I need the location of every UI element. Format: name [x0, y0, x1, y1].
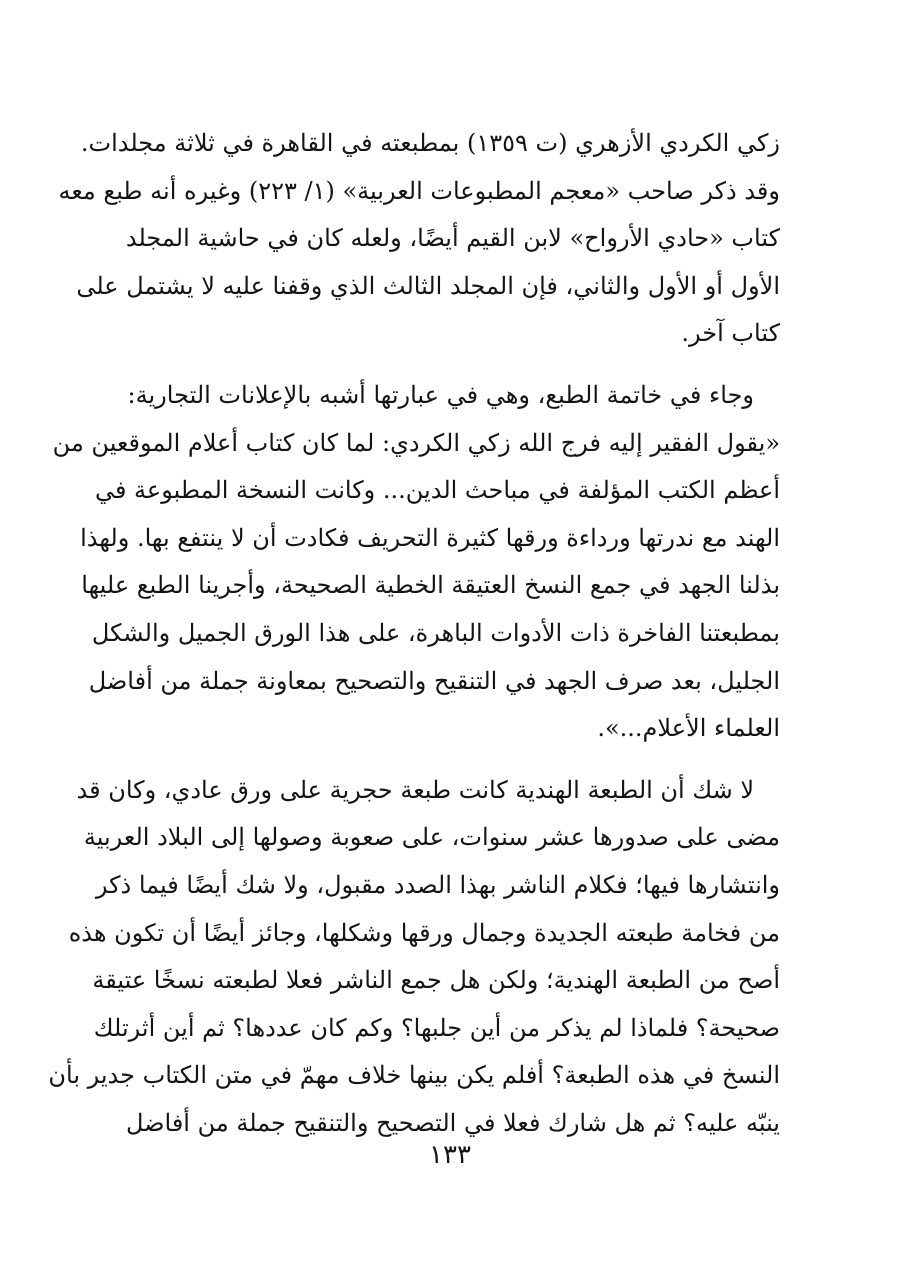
text-line: النسخ في هذه الطبعة؟ أفلم يكن بينها خلاف مهمّ في متن الكتاب جدير بأن	[48, 1061, 780, 1090]
text-line: وجاء في خاتمة الطبع، وهي في عبارتها أشبه بالإعلانات التجارية:	[127, 380, 754, 409]
text-line: كتاب آخر.	[681, 319, 780, 348]
text-line: وقد ذكر صاحب «معجم المطبوعات العربية» (١/ ٢٢٣) وغيره أنه طبع معه	[58, 176, 780, 205]
paragraph-1	[58, 120, 780, 358]
text-line: «يقول الفقير إليه فرج الله زكي الكردي: لما كان كتاب أعلام الموقعين من	[52, 428, 780, 457]
text-line: الهند مع ندرتها ورداءة ورقها كثيرة التحريف فكادت أن لا ينتفع بها. ولهذا	[80, 523, 780, 552]
page-number: ١٣٣	[429, 1140, 471, 1170]
text-line: وانتشارها فيها؛ فكلام الناشر بهذا الصدد مقبول، ولا شك أيضًا فيما ذكر	[95, 870, 780, 899]
paragraph-2	[52, 372, 780, 753]
text-line: مضى على صدورها عشر سنوات، على صعوبة وصولها إلى البلاد العربية	[83, 823, 780, 852]
text-line: ينبّه عليه؟ ثم هل شارك فعلا في التصحيح والتنقيح جملة من أفاضل	[125, 1108, 780, 1137]
text-line: زكي الكردي الأزهري (ت ١٣٥٩) بمطبعته في القاهرة في ثلاثة مجلدات.	[80, 129, 780, 157]
text-line: لا شك أن الطبعة الهندية كانت طبعة حجرية على ورق عادي، وكان قد	[76, 775, 754, 804]
text-line: صحيحة؟ فلماذا لم يذكر من أين جلبها؟ وكم كان عددها؟ ثم أين أثرتلك	[93, 1013, 780, 1042]
text-line: العلماء الأعلام...».	[597, 714, 780, 743]
text-line: من فخامة طبعته الجديدة وجمال ورقها وشكلها، وجائز أيضًا أن تكون هذه	[68, 918, 780, 947]
text-line: الأول أو الأول والثاني، فإن المجلد الثالث الذي وقفنا عليه لا يشتمل على	[76, 271, 780, 300]
paragraph-3	[48, 767, 780, 1148]
text-line: الجليل، بعد صرف الجهد في التنقيح والتصحيح بمعاونة جملة من أفاضل	[88, 666, 780, 695]
main-text	[48, 120, 780, 1147]
text-line: أصح من الطبعة الهندية؛ ولكن هل جمع الناشر فعلا لطبعته نسخًا عتيقة	[92, 966, 780, 995]
text-line: أعظم الكتب المؤلفة في مباحث الدين... وكانت النسخة المطبوعة في	[94, 476, 780, 505]
text-line: كتاب «حادي الأرواح» لابن القيم أيضًا، ولعله كان في حاشية المجلد	[125, 224, 780, 253]
text-line: بذلنا الجهد في جمع النسخ العتيقة الخطية الصحيحة، وأجرينا الطبع عليها	[81, 571, 780, 600]
text-line: بمطبعتنا الفاخرة ذات الأدوات الباهرة، على هذا الورق الجميل والشكل	[91, 618, 780, 647]
